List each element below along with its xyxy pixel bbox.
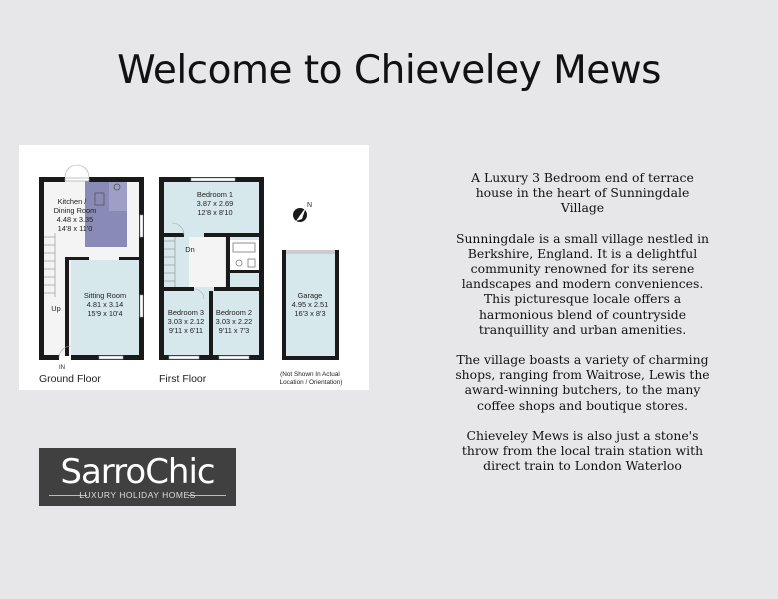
bedroom-1-dims-m: 3.87 x 2.69 <box>196 199 234 208</box>
bedroom-3-dims-m: 3.03 x 2.12 <box>167 317 205 326</box>
entrance-label: IN <box>59 365 65 371</box>
sitting-room-name: Sitting Room <box>83 291 127 300</box>
ground-floor-label: Ground Floor <box>39 373 101 385</box>
north-compass-icon <box>293 202 312 222</box>
kitchen-dims-m: 4.48 x 3.35 <box>56 215 94 224</box>
description-paragraph-1: A Luxury 3 Bedroom end of terrace house in the heart of Sunningdale Village <box>471 170 694 216</box>
floor-plan-drawing <box>19 145 369 390</box>
bedroom-3-dims-ft: 9'11 x 6'11 <box>168 326 204 335</box>
garage-name: Garage <box>297 291 323 300</box>
garage-dims-ft: 16'3 x 8'3 <box>294 309 326 318</box>
sitting-room-dims-m: 4.81 x 3.14 <box>86 300 124 309</box>
bedroom-2-dims-ft: 9'11 x 7'3 <box>218 326 250 335</box>
garage-dims-m: 4.95 x 2.51 <box>291 300 329 309</box>
logo-name: SarroChic <box>60 452 215 492</box>
bedroom-1-dims-ft: 12'8 x 8'10 <box>197 208 233 217</box>
garage-note-2: Location / Orientation) <box>279 379 343 386</box>
garage-note-1: (Not Shown In Actual <box>280 371 340 378</box>
bedroom-1-name: Bedroom 1 <box>196 190 234 199</box>
stairs-up-label: Up <box>51 304 61 313</box>
north-label: N <box>307 202 313 209</box>
sarrochic-logo <box>39 448 236 506</box>
stairs-down-label: Dn <box>185 245 195 254</box>
first-floor-label: First Floor <box>159 373 207 385</box>
floor-plan <box>19 145 369 390</box>
logo-tagline: LUXURY HOLIDAY HOMES <box>79 490 196 500</box>
bedroom-2-name: Bedroom 2 <box>215 308 253 317</box>
property-description <box>455 170 710 488</box>
description-paragraph-3: The village boasts a variety of charming shops, ranging from Waitrose, Lewis the award-winning butchers, to the many coffee shops and boutique stores. <box>455 352 710 413</box>
page-title: Welcome to Chieveley Mews <box>117 48 661 93</box>
bedroom-2-dims-m: 3.03 x 2.22 <box>215 317 253 326</box>
description-paragraph-4: Chieveley Mews is also just a stone's throw from the local train station with direct train to London Waterloo <box>461 427 704 474</box>
kitchen-name: Kitchen / <box>57 197 87 206</box>
kitchen-dims-ft: 14'8 x 11'0 <box>57 224 93 233</box>
kitchen-name-2: Dining Room <box>53 206 97 215</box>
bedroom-3-name: Bedroom 3 <box>167 308 205 317</box>
sitting-room-dims-ft: 15'9 x 10'4 <box>87 309 123 318</box>
description-paragraph-2: Sunningdale is a small village nestled in Berkshire, England. It is a delightful community renowned for its serene landscapes and modern conveniences. This picturesque locale offers a harmonious blend of countryside tranquillity and urban amenities. <box>455 230 710 337</box>
